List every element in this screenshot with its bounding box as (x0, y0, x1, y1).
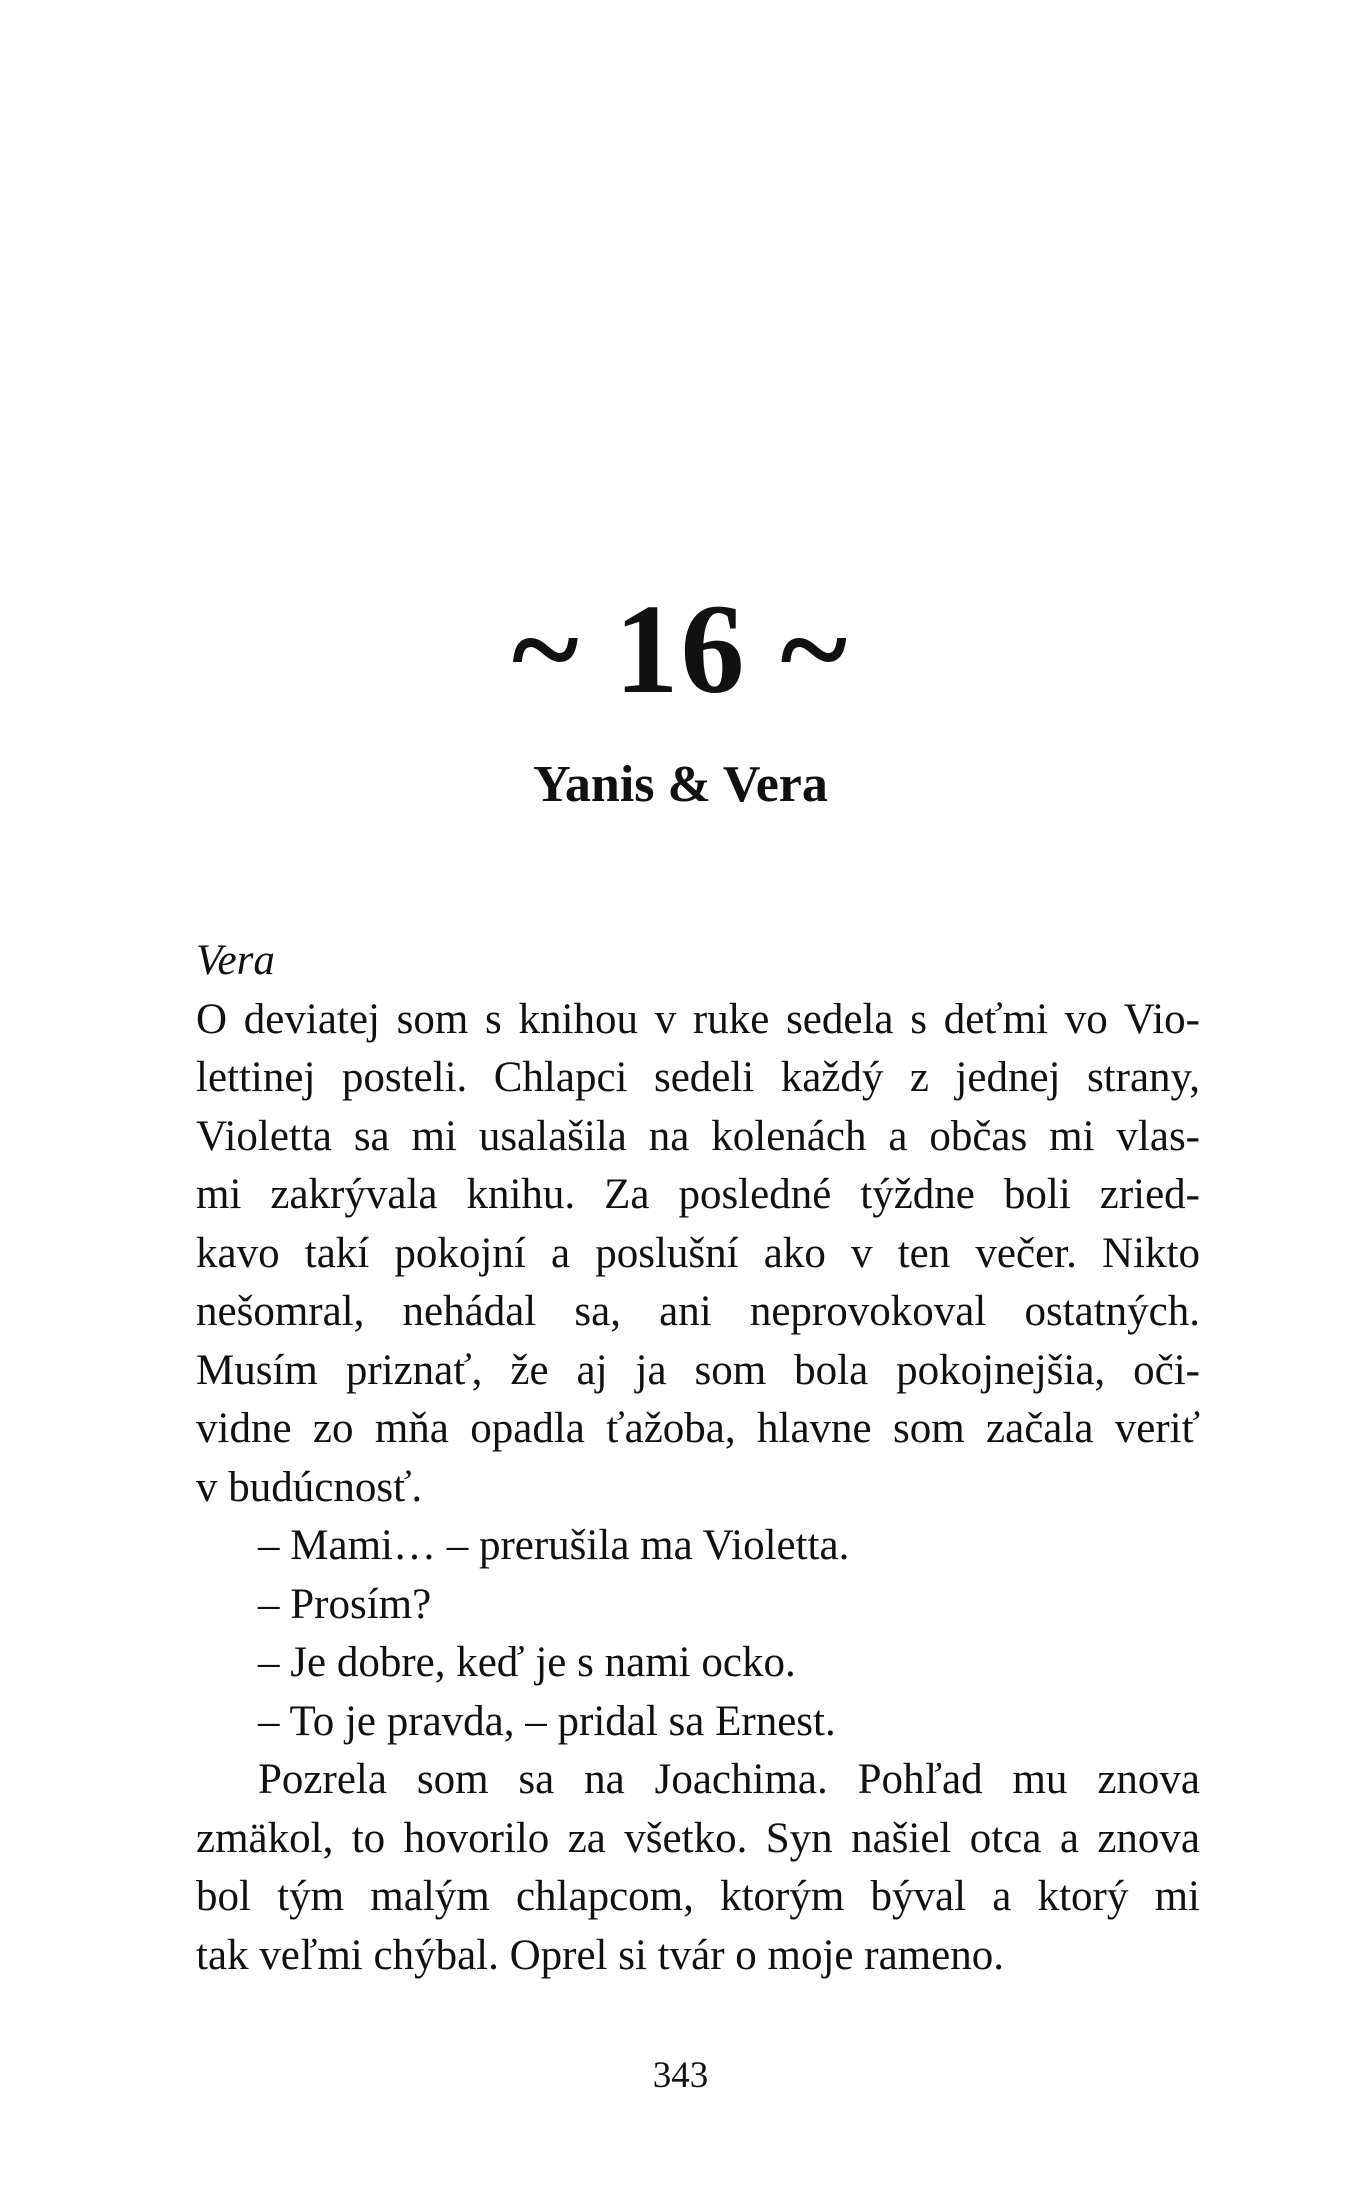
dialogue-line: – Je dobre, keď je s nami ocko. (258, 1639, 796, 1686)
chapter-title: Yanis & Vera (533, 756, 828, 813)
text-line: lettinej posteli. Chlapci sedeli každý z jednej strany, (196, 1054, 1200, 1101)
text-line: O deviatej som s knihou v ruke sedela s deťmi vo Vio- (196, 995, 1200, 1043)
narrator-label: Vera (196, 937, 275, 984)
text-line: kavo takí pokojní a poslušní ako v ten večer. Nikto (196, 1229, 1200, 1277)
chapter-body (196, 932, 1200, 1985)
text-line: bol tým malým chlapcom, ktorým býval a ktorý mi (196, 1873, 1200, 1920)
text-line: mi zakrývala knihu. Za posledné týždne boli zried- (196, 1171, 1200, 1218)
text-line: tak veľmi chýbal. Oprel si tvár o moje rameno. (196, 1931, 1004, 1979)
text-line: Pozrela som sa na Joachima. Pohľad mu znova (258, 1756, 1200, 1803)
dialogue-line: – Mami… – prerušila ma Violetta. (258, 1522, 850, 1569)
dialogue-line: – Prosím? (258, 1580, 432, 1628)
text-line: vidne zo mňa opadla ťažoba, hlavne som začala veriť (196, 1405, 1200, 1452)
text-line: zmäkol, to hovorilo za všetko. Syn našiel otca a znova (196, 1814, 1200, 1862)
text-line: Violetta sa mi usalašila na kolenách a občas mi vlas- (196, 1112, 1200, 1160)
text-line: nešomral, nehádal sa, ani neprovokoval ostatných. (196, 1288, 1200, 1335)
text-line: v budúcnosť. (196, 1463, 423, 1511)
chapter-number: ~ 16 ~ (511, 578, 850, 720)
dialogue-line: – To je pravda, – pridal sa Ernest. (258, 1697, 836, 1745)
page-number: 343 (652, 2055, 709, 2096)
text-line: Musím priznať, že aj ja som bola pokojnejšia, oči- (196, 1346, 1200, 1394)
